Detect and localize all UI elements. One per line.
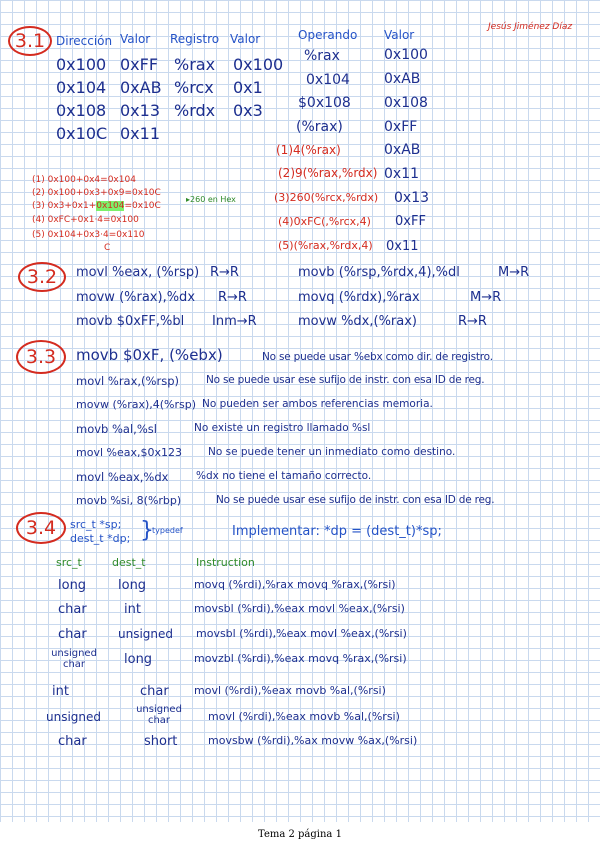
- calc-highlight: 0x104: [96, 201, 125, 211]
- instruction: movsbl (%rdi),%eax movl %eax,(%rsi): [196, 627, 407, 640]
- operand: %rax: [304, 48, 340, 64]
- register-value: 0x1: [233, 78, 263, 97]
- operand-value: 0x13: [394, 190, 430, 206]
- instruction: movl (%rdi),%eax movb %al,(%rsi): [194, 684, 386, 697]
- calc-line: (1) 0x100+0x4=0x104: [32, 175, 136, 185]
- instruction: movsbl (%rdi),%eax movl %eax,(%rsi): [194, 602, 405, 615]
- declaration: dest_t *dp;: [70, 532, 131, 545]
- operand: (3)260(%rcx,%rdx): [274, 191, 379, 204]
- table-header-dest: dest_t: [112, 556, 146, 569]
- memory-address: 0x100: [56, 55, 107, 74]
- dest-type: short: [144, 734, 178, 749]
- operand-kind: M→R: [498, 265, 530, 280]
- operand: (5)(%rax,%rdx,4): [278, 239, 373, 252]
- memory-value: 0x13: [120, 101, 161, 120]
- instruction: movl %eax, (%rsp): [76, 265, 200, 280]
- dest-type: int: [124, 602, 141, 617]
- table-header-src: src_t: [56, 556, 82, 569]
- header-operand: Operando: [298, 28, 358, 42]
- error-reason: No se puede tener un inmediato como destino.: [208, 446, 456, 458]
- src-type: int: [52, 684, 69, 699]
- operand-kind: R→R: [210, 265, 239, 280]
- src-type: char: [58, 602, 87, 617]
- typedef-note: typedef: [152, 526, 183, 535]
- operand-kind: Inm→R: [212, 314, 257, 329]
- operand-kind: R→R: [218, 290, 247, 305]
- error-reason: No se puede usar %ebx como dir. de registro.: [262, 351, 493, 363]
- register-name: %rax: [174, 55, 216, 74]
- src-type: char: [58, 627, 87, 642]
- register-name: %rdx: [174, 101, 216, 120]
- header-value-3: Valor: [384, 28, 415, 42]
- error-reason: %dx no tiene el tamaño correcto.: [196, 470, 372, 482]
- page-footer: Tema 2 página 1: [258, 829, 342, 840]
- dest-type: char: [140, 684, 169, 699]
- src-type: char: [58, 734, 87, 749]
- memory-value: 0xFF: [120, 55, 159, 74]
- operand: (2)9(%rax,%rdx): [278, 166, 378, 180]
- memory-address: 0x104: [56, 78, 107, 97]
- operand: 0x104: [306, 72, 350, 88]
- error-reason: No se puede usar ese sufijo de instr. con esa ID de reg.: [206, 374, 485, 386]
- operand: (%rax): [296, 119, 343, 135]
- instruction: movw %dx,(%rax): [298, 314, 418, 329]
- operand-kind: R→R: [458, 314, 487, 329]
- error-reason: No se puede usar ese sufijo de instr. con esa ID de reg.: [216, 494, 495, 506]
- memory-address: 0x108: [56, 101, 107, 120]
- exercise-3-4-number: 3.4: [16, 512, 66, 544]
- dest-type: long: [118, 578, 147, 593]
- instruction: movb $0xFF,%bl: [76, 314, 185, 329]
- instruction: movsbw (%rdi),%ax movw %ax,(%rsi): [208, 734, 418, 747]
- implement-statement: Implementar: *dp = (dest_t)*sp;: [232, 524, 442, 539]
- operand-value: 0x11: [386, 239, 419, 254]
- memory-value: 0xAB: [120, 78, 162, 97]
- calc-c: C: [104, 243, 111, 253]
- header-value: Valor: [120, 32, 151, 46]
- operand-kind: M→R: [470, 290, 502, 305]
- instruction: movb %al,%sl: [76, 422, 157, 436]
- register-name: %rcx: [174, 78, 214, 97]
- instruction: movl %rax,(%rsp): [76, 374, 179, 388]
- operand-value: 0xAB: [384, 71, 421, 87]
- header-register: Registro: [170, 32, 220, 46]
- instruction: movq (%rdi),%rax movq %rax,(%rsi): [194, 578, 396, 591]
- calc-line: (3) 0x3+0x1+0x104=0x10C: [32, 201, 161, 211]
- operand-value: 0xFF: [395, 214, 426, 229]
- author-name: Jesús Jiménez Díaz: [488, 22, 573, 32]
- instruction: movl %eax,%dx: [76, 470, 169, 484]
- instruction: movl (%rdi),%eax movb %al,(%rsi): [208, 710, 400, 723]
- error-reason: No existe un registro llamado %sl: [194, 422, 371, 434]
- calc-line: (5) 0x104+0x3·4=0x110: [32, 230, 145, 240]
- operand: (1)4(%rax): [276, 143, 341, 157]
- instruction: movl %eax,$0x123: [76, 446, 182, 459]
- brace: }: [140, 518, 154, 543]
- exercise-3-2-number: 3.2: [18, 262, 66, 292]
- operand: $0x108: [298, 95, 351, 111]
- operand-value: 0x108: [384, 95, 428, 111]
- operand: (4)0xFC(,%rcx,4): [278, 215, 371, 228]
- instruction: movb (%rsp,%rdx,4),%dl: [298, 265, 460, 280]
- dest-type: long: [124, 652, 153, 667]
- instruction: movb %si, 8(%rbp): [76, 494, 182, 507]
- dest-type: unsigned char: [136, 704, 182, 726]
- memory-address: 0x10C: [56, 124, 108, 143]
- declaration: src_t *sp;: [70, 518, 122, 531]
- header-address: Dirección: [56, 34, 113, 48]
- exercise-3-3-number: 3.3: [16, 340, 66, 374]
- operand-value: 0x11: [384, 166, 420, 182]
- table-header-instruction: Instruction: [196, 556, 255, 569]
- error-reason: No pueden ser ambos referencias memoria.: [202, 398, 433, 410]
- register-value: 0x100: [233, 55, 284, 74]
- operand-value: 0x100: [384, 47, 428, 63]
- src-type: long: [58, 578, 87, 593]
- src-type: unsigned char: [51, 648, 97, 670]
- operand-value: 0xFF: [384, 119, 418, 135]
- instruction: movq (%rdx),%rax: [298, 290, 420, 305]
- memory-value: 0x11: [120, 124, 161, 143]
- instruction: movb $0xF, (%ebx): [76, 346, 223, 364]
- register-value: 0x3: [233, 101, 263, 120]
- instruction: movzbl (%rdi),%eax movq %rax,(%rsi): [194, 652, 407, 665]
- dest-type: unsigned: [118, 627, 174, 641]
- operand-value: 0xAB: [384, 142, 421, 158]
- calc-line: (2) 0x100+0x3+0x9=0x10C: [32, 188, 161, 198]
- calc-line: (4) 0xFC+0x1·4=0x100: [32, 215, 139, 225]
- exercise-3-1-number: 3.1: [8, 26, 52, 56]
- src-type: unsigned: [46, 710, 102, 724]
- instruction: movw (%rax),4(%rsp): [76, 398, 197, 411]
- calc-note: ▸260 en Hex: [186, 195, 236, 204]
- header-value-2: Valor: [230, 32, 261, 46]
- instruction: movw (%rax),%dx: [76, 290, 196, 305]
